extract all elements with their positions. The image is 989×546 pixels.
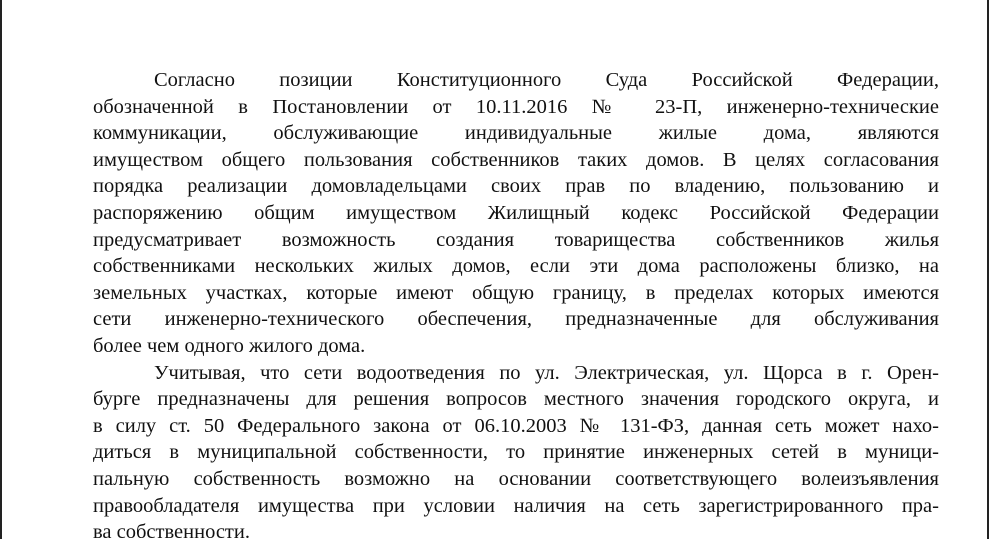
paragraph-1 [93, 67, 939, 360]
paragraph-line: порядка реализации домовладельцами своих прав по владению, пользованию и [93, 175, 939, 198]
paragraph-line: собственниками нескольких жилых домов, если эти дома расположены близко, на [93, 255, 939, 278]
paragraph-line: имуществом общего пользования собственников таких домов. В целях согласования [93, 148, 939, 171]
paragraph-line: обозначенной в Постановлении от 10.11.2016 № 23-П, инженерно-технические [93, 95, 939, 118]
paragraph-line: правообладателя имущества при условии наличия на сеть зарегистрированного пра- [93, 494, 939, 517]
paragraph-line: земельных участках, которые имеют общую границу, в пределах которых имеются [93, 281, 939, 304]
paragraph-2 [93, 360, 939, 546]
paragraph-line: более чем одного жилого дома. [93, 334, 366, 357]
document-body [93, 67, 939, 546]
paragraph-line: диться в муниципальной собственности, то принятие инженерных сетей в муници- [93, 441, 939, 464]
paragraph-line: распоряжению общим имуществом Жилищный кодекс Российской Федерации [93, 201, 939, 224]
paragraph-line: в силу ст. 50 Федерального закона от 06.10.2003 № 131-ФЗ, данная сеть может нахо- [93, 414, 939, 437]
paragraph-line: пальную собственность возможно на основании соответствующего волеизъявления [93, 467, 939, 490]
paragraph-line: предусматривает возможность создания товарищества собственников жилья [93, 228, 939, 251]
paragraph-line: коммуникации, обслуживающие индивидуальные жилые дома, являются [93, 122, 939, 145]
paragraph-line: Учитывая, что сети водоотведения по ул. Электрическая, ул. Щорса в г. Орен- [154, 361, 939, 384]
paragraph-line: бурге предназначены для решения вопросов местного значения городского округа, и [93, 388, 939, 411]
paragraph-line: Согласно позиции Конституционного Суда Российской Федерации, [154, 69, 939, 91]
paragraph-line: сети инженерно-технического обеспечения, предназначенные для обслуживания [93, 308, 939, 331]
paragraph-line: ва собственности. [93, 521, 250, 544]
